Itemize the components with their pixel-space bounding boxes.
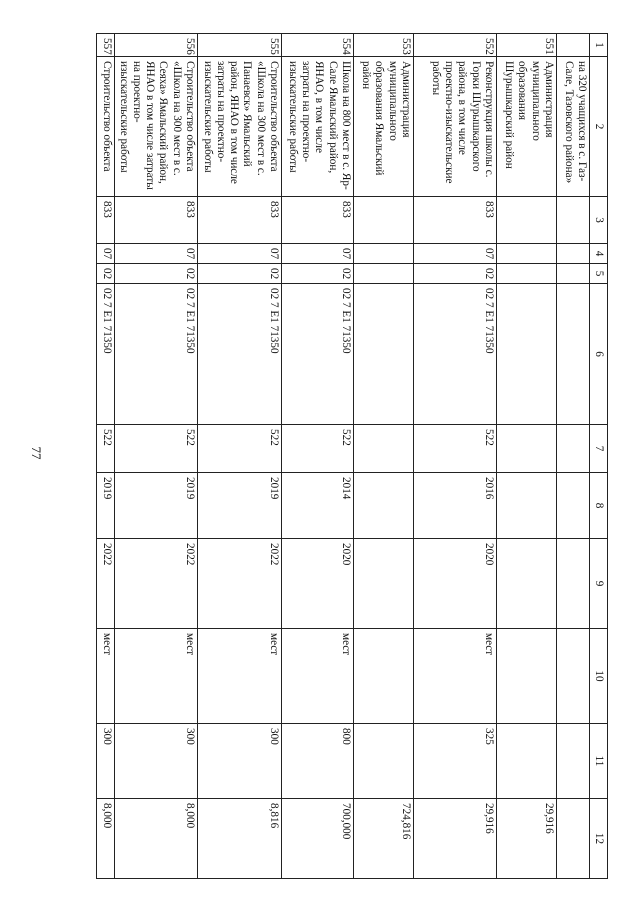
code-cell <box>496 197 556 244</box>
row-number-cell: 557 <box>97 34 115 57</box>
amount-cell: 700,000 <box>281 799 353 879</box>
column-header: 2 <box>589 57 607 197</box>
object-name-cell: Администрация муниципального образования Шурышкарский район <box>496 57 556 197</box>
column-header: 10 <box>589 629 607 724</box>
section-cell: 07 <box>97 244 115 264</box>
expense-type-cell <box>556 425 589 473</box>
object-name-cell: Школа на 800 мест в с. Яр-Сале Ямальский район, ЯНАО, в том числе затраты на проектно-изыскательские работы <box>281 57 353 197</box>
capacity-cell: 300 <box>197 724 281 799</box>
column-header: 11 <box>589 724 607 799</box>
code-cell: 833 <box>115 197 197 244</box>
expense-type-cell: 522 <box>413 425 496 473</box>
subsection-cell: 02 <box>197 264 281 284</box>
row-number-cell: 556 <box>115 34 197 57</box>
end-year-cell: 2022 <box>97 539 115 629</box>
code-cell: 833 <box>413 197 496 244</box>
target-article-cell <box>496 284 556 425</box>
subsection-cell <box>353 264 413 284</box>
end-year-cell <box>556 539 589 629</box>
capacity-cell: 300 <box>115 724 197 799</box>
start-year-cell: 2014 <box>281 473 353 539</box>
start-year-cell <box>353 473 413 539</box>
table-row <box>281 34 353 879</box>
expense-type-cell: 522 <box>97 425 115 473</box>
amount-cell: 29,916 <box>413 799 496 879</box>
object-name-cell: Реконструкция школы с. Горки Шурышкарского района, в том числе проектно-изыскательские работы <box>413 57 496 197</box>
table-row <box>115 34 197 879</box>
table-row <box>353 34 413 879</box>
capacity-cell <box>353 724 413 799</box>
column-header: 1 <box>589 34 607 57</box>
table-row <box>197 34 281 879</box>
subsection-cell <box>496 264 556 284</box>
subsection-cell <box>556 264 589 284</box>
amount-cell: 724,816 <box>353 799 413 879</box>
amount-cell <box>556 799 589 879</box>
section-cell <box>496 244 556 264</box>
table-row <box>97 34 115 879</box>
column-header: 9 <box>589 539 607 629</box>
section-cell: 07 <box>197 244 281 264</box>
expense-type-cell: 522 <box>197 425 281 473</box>
row-number-cell: 554 <box>281 34 353 57</box>
column-header: 3 <box>589 197 607 244</box>
object-name-cell: Администрация муниципального образования Ямальский район <box>353 57 413 197</box>
expense-type-cell: 522 <box>281 425 353 473</box>
object-name-cell: Строительство объекта «Школа на 300 мест в с. Панаевск» Ямальский район, ЯНАО в том числе затраты на проектно-изыскательские работы <box>197 57 281 197</box>
end-year-cell <box>353 539 413 629</box>
unit-cell: мест <box>115 629 197 724</box>
unit-cell <box>353 629 413 724</box>
row-number-cell: 552 <box>413 34 496 57</box>
amount-cell: 8,000 <box>97 799 115 879</box>
target-article-cell: 02 7 E1 71350 <box>97 284 115 425</box>
start-year-cell <box>556 473 589 539</box>
code-cell <box>556 197 589 244</box>
unit-cell: мест <box>413 629 496 724</box>
target-article-cell <box>353 284 413 425</box>
expense-type-cell: 522 <box>115 425 197 473</box>
expense-type-cell <box>496 425 556 473</box>
unit-cell <box>496 629 556 724</box>
unit-cell: мест <box>197 629 281 724</box>
section-cell <box>353 244 413 264</box>
column-header: 4 <box>589 244 607 264</box>
column-header: 7 <box>589 425 607 473</box>
target-article-cell: 02 7 E1 71350 <box>281 284 353 425</box>
subsection-cell: 02 <box>413 264 496 284</box>
start-year-cell: 2019 <box>197 473 281 539</box>
end-year-cell: 2022 <box>115 539 197 629</box>
row-number-cell: 551 <box>496 34 556 57</box>
table-row <box>556 34 589 879</box>
row-number-cell: 555 <box>197 34 281 57</box>
page-number: 77 <box>29 446 44 460</box>
capacity-cell: 800 <box>281 724 353 799</box>
document-table <box>96 33 608 879</box>
column-header: 8 <box>589 473 607 539</box>
target-article-cell: 02 7 E1 71350 <box>413 284 496 425</box>
row-number-cell: 553 <box>353 34 413 57</box>
target-article-cell: 02 7 E1 71350 <box>115 284 197 425</box>
amount-cell: 8,000 <box>115 799 197 879</box>
column-header: 5 <box>589 264 607 284</box>
object-name-cell: Строительство объекта <box>97 57 115 197</box>
target-article-cell <box>556 284 589 425</box>
end-year-cell: 2020 <box>413 539 496 629</box>
row-number-cell <box>556 34 589 57</box>
target-article-cell: 02 7 E1 71350 <box>197 284 281 425</box>
code-cell <box>353 197 413 244</box>
start-year-cell: 2019 <box>115 473 197 539</box>
start-year-cell: 2019 <box>97 473 115 539</box>
code-cell: 833 <box>281 197 353 244</box>
end-year-cell <box>496 539 556 629</box>
end-year-cell: 2022 <box>197 539 281 629</box>
capacity-cell: 325 <box>413 724 496 799</box>
start-year-cell <box>496 473 556 539</box>
unit-cell: мест <box>281 629 353 724</box>
expense-type-cell <box>353 425 413 473</box>
column-header: 6 <box>589 284 607 425</box>
amount-cell: 8,816 <box>197 799 281 879</box>
unit-cell <box>556 629 589 724</box>
table-row <box>496 34 556 879</box>
object-name-cell: Строительство объекта «Школа на 300 мест в с. Сеяха» Ямальский район, ЯНАО в том числе затраты на проектно-изыскательские работы <box>115 57 197 197</box>
subsection-cell: 02 <box>115 264 197 284</box>
start-year-cell: 2016 <box>413 473 496 539</box>
section-cell: 07 <box>413 244 496 264</box>
section-cell: 07 <box>281 244 353 264</box>
capacity-cell <box>496 724 556 799</box>
object-name-cell: на 320 учащихся в с. Газ-Сале, Тазовского района» <box>556 57 589 197</box>
document-table-area <box>101 33 608 878</box>
section-cell: 07 <box>115 244 197 264</box>
column-header: 12 <box>589 799 607 879</box>
code-cell: 833 <box>197 197 281 244</box>
table-header-row <box>589 34 607 879</box>
subsection-cell: 02 <box>97 264 115 284</box>
end-year-cell: 2020 <box>281 539 353 629</box>
table-row <box>413 34 496 879</box>
unit-cell: мест <box>97 629 115 724</box>
capacity-cell: 300 <box>97 724 115 799</box>
subsection-cell: 02 <box>281 264 353 284</box>
capacity-cell <box>556 724 589 799</box>
amount-cell: 29,916 <box>496 799 556 879</box>
code-cell: 833 <box>97 197 115 244</box>
section-cell <box>556 244 589 264</box>
